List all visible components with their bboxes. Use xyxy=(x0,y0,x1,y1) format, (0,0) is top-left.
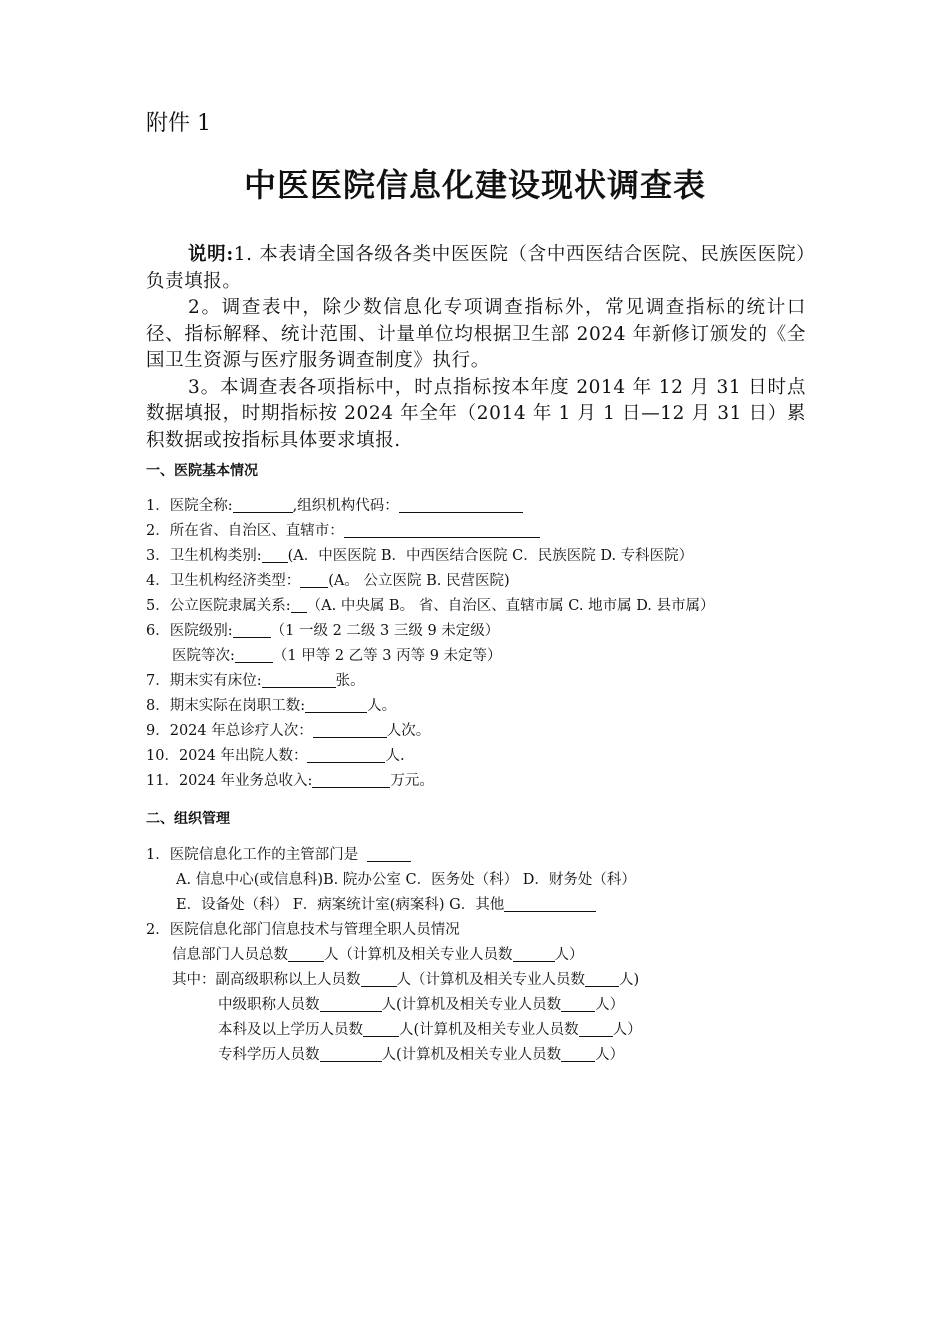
attachment-label: 附件 1 xyxy=(146,111,211,136)
question-category: 3．卫生机构类别: (A．中医医院 B．中西医结合医院 C．民族医院 D. 专科医院） xyxy=(146,548,694,564)
question-level: 6．医院级别: （1 一级 2 二级 3 三级 9 未定级） xyxy=(146,623,500,639)
staff-bachelor-field[interactable] xyxy=(363,1020,399,1037)
instruction-3: 3。本调查表各项指标中，时点指标按本年度 2014 年 12 月 31 日时点数据填报，时期指标按 2024 年全年（2014 年 1 月 1 日—12 月 31 日）累积数据或按指标具体要求填报. xyxy=(146,376,806,451)
staff-intermediate-cs-field[interactable] xyxy=(561,995,595,1012)
question-discharges: 10．2024 年出院人数： 人. xyxy=(146,748,405,764)
hospital-name-field[interactable] xyxy=(233,496,293,513)
staff-intermediate-field[interactable] xyxy=(320,995,382,1012)
question-revenue: 11．2024 年业务总收入: 万元。 xyxy=(146,773,434,789)
section1-heading: 一、医院基本情况 xyxy=(146,463,258,479)
section2-list xyxy=(146,843,826,1068)
it-department-options-1: A. 信息中心(或信息科)B. 院办公室 C．医务处（科） D．财务处（科） xyxy=(176,872,636,888)
staff-total-field[interactable] xyxy=(288,945,324,962)
staff-senior-cs-field[interactable] xyxy=(585,970,619,987)
affiliation-field[interactable] xyxy=(291,596,307,613)
instruction-label: 说明: xyxy=(188,244,234,265)
grade-field[interactable] xyxy=(235,646,273,663)
staff-total-row: 信息部门人员总数 人（计算机及相关专业人员数 人） xyxy=(172,947,584,963)
staff-bachelor-row: 本科及以上学历人员数 人(计算机及相关专业人员数 人） xyxy=(218,1022,642,1038)
staff-college-row: 专科学历人员数 人(计算机及相关专业人员数 人） xyxy=(218,1047,625,1063)
category-field[interactable] xyxy=(262,546,288,563)
other-department-field[interactable] xyxy=(504,895,596,912)
economic-type-field[interactable] xyxy=(300,571,328,588)
question-hospital-name: 1．医院全称: ,组织机构代码： xyxy=(146,494,826,519)
staff-college-cs-field[interactable] xyxy=(561,1045,595,1062)
province-field[interactable] xyxy=(344,521,540,538)
section1-list xyxy=(146,494,826,794)
question-grade: 医院等次: （1 甲等 2 乙等 3 丙等 9 未定等） xyxy=(172,648,502,664)
question-staff: 8．期末实际在岗职工数: 人。 xyxy=(146,698,397,714)
question-beds: 7．期末实有床位: 张。 xyxy=(146,673,365,689)
staff-intermediate-row: 中级职称人员数 人(计算机及相关专业人员数 人） xyxy=(218,997,625,1013)
page-title: 中医医院信息化建设现状调查表 xyxy=(243,166,706,204)
staff-bachelor-cs-field[interactable] xyxy=(579,1020,613,1037)
question-it-staff: 2．医院信息化部门信息技术与管理全职人员情况 xyxy=(146,922,460,938)
level-field[interactable] xyxy=(233,621,271,638)
instruction-1: 说明:1. 本表请全国各级各类中医医院（含中西医结合医院、民族医医院）负责填报。 xyxy=(146,244,807,292)
discharges-field[interactable] xyxy=(307,746,385,763)
instruction-2: 2。调查表中，除少数信息化专项调查指标外，常见调查指标的统计口径、指标解释、统计范围、计量单位均根据卫生部 2024 年新修订颁发的《全国卫生资源与医疗服务调查制度》执行。 xyxy=(146,297,806,371)
it-department-field[interactable] xyxy=(367,845,411,862)
staff-total-cs-field[interactable] xyxy=(513,945,555,962)
question-visits: 9．2024 年总诊疗人次： 人次。 xyxy=(146,723,431,739)
question-economic-type: 4．卫生机构经济类型： (A。 公立医院 B. 民营医院) xyxy=(146,573,510,589)
staff-senior-field[interactable] xyxy=(361,970,397,987)
instructions xyxy=(146,242,806,454)
staff-college-field[interactable] xyxy=(320,1045,382,1062)
section2-heading: 二、组织管理 xyxy=(146,811,230,827)
beds-field[interactable] xyxy=(262,671,336,688)
question-affiliation: 5．公立医院隶属关系: （A. 中央属 B。 省、自治区、直辖市属 C. 地市属 D. 县市属） xyxy=(146,598,715,614)
org-code-field[interactable] xyxy=(399,496,523,513)
question-province: 2．所在省、自治区、直辖市： xyxy=(146,519,826,544)
staff-field[interactable] xyxy=(305,696,367,713)
revenue-field[interactable] xyxy=(312,771,390,788)
it-department-options-2: E．设备处（科） F．病案统计室(病案科) G．其他 xyxy=(146,893,826,918)
staff-senior-row: 其中：副高级职称以上人员数 人（计算机及相关专业人员数 人) xyxy=(172,972,640,988)
question-it-department: 1．医院信息化工作的主管部门是 xyxy=(146,843,826,868)
visits-field[interactable] xyxy=(313,721,387,738)
